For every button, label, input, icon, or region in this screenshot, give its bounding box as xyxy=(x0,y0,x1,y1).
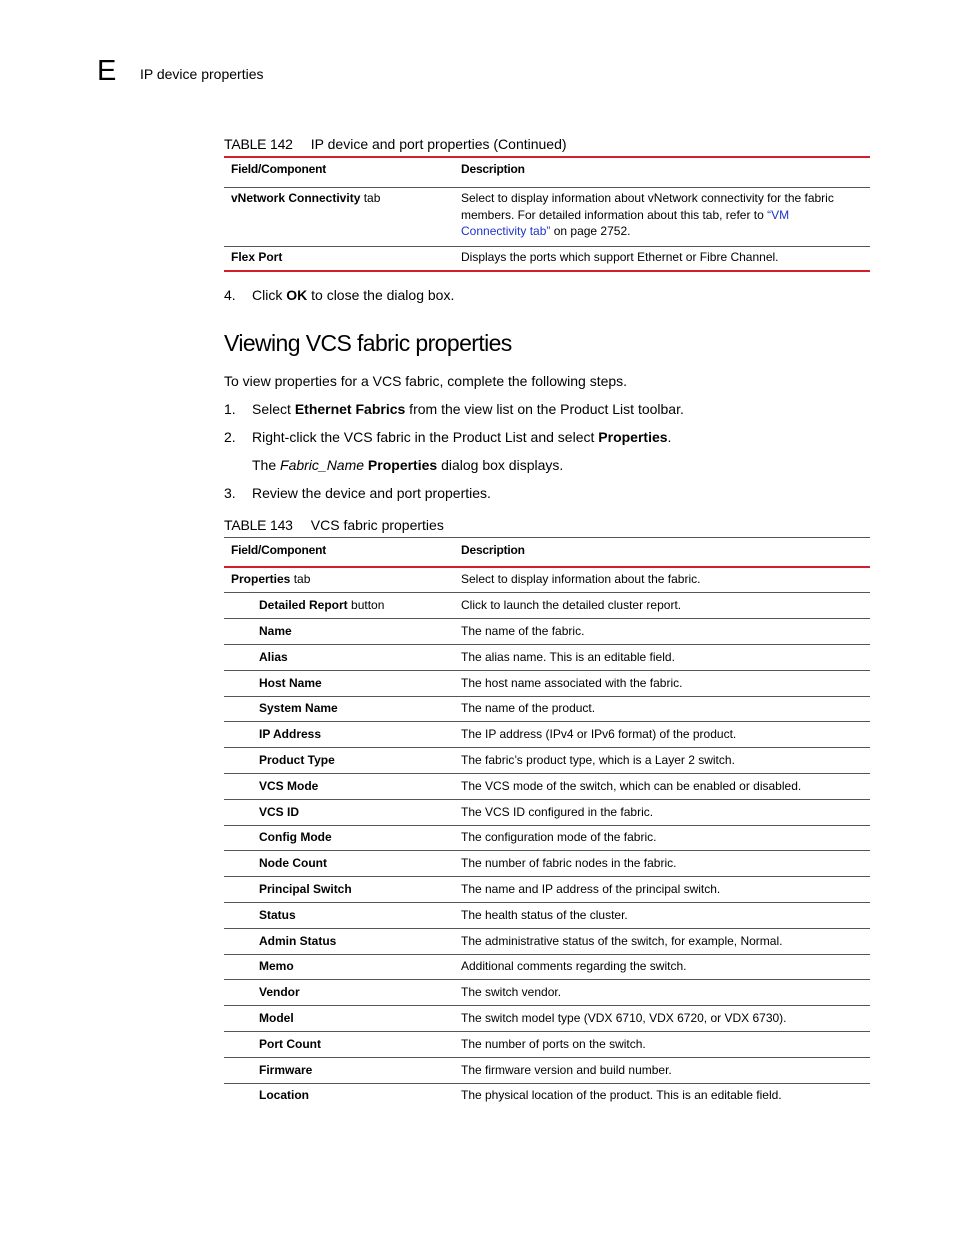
row-field: VCS Mode xyxy=(259,778,319,793)
row-description: Select to display information about the fabric. xyxy=(461,572,701,586)
row-divider xyxy=(224,799,870,800)
row-divider xyxy=(224,644,870,645)
row-description: The administrative status of the switch, for example, Normal. xyxy=(461,933,783,948)
row-divider xyxy=(224,773,870,774)
row-field: Location xyxy=(259,1088,309,1103)
step-2-note: The Fabric_Name Properties dialog box displays. xyxy=(252,457,564,473)
row-description: The host name associated with the fabric. xyxy=(461,675,683,690)
step-2: 2. Right-click the VCS fabric in the Product List and select Properties. xyxy=(224,429,672,445)
row-divider xyxy=(224,928,870,929)
row-description: The alias name. This is an editable field. xyxy=(461,649,675,664)
row-divider xyxy=(224,979,870,980)
row-field: Properties tab xyxy=(231,572,311,586)
column-header: Field/Component xyxy=(231,543,326,557)
table-title: VCS fabric properties xyxy=(310,517,444,533)
row-divider xyxy=(224,902,870,903)
row-description: Displays the ports which support Ethernet or Fibre Channel. xyxy=(461,250,779,264)
row-divider xyxy=(224,670,870,671)
row-field: Port Count xyxy=(259,1036,321,1051)
row-description: The physical location of the product. This is an editable field. xyxy=(461,1088,782,1103)
row-field: Vendor xyxy=(259,985,300,1000)
vm-connectivity-link[interactable]: “VM xyxy=(767,207,790,222)
row-description: The name of the fabric. xyxy=(461,624,585,638)
table-title: IP device and port properties (Continued) xyxy=(310,136,567,152)
column-header: Description xyxy=(461,543,525,557)
column-header: Field/Component xyxy=(231,162,326,176)
row-divider xyxy=(224,876,870,877)
table-142 xyxy=(224,156,870,274)
row-field: Host Name xyxy=(259,675,322,690)
row-description: The fabric’s product type, which is a Layer 2 switch. xyxy=(461,753,735,767)
section-heading: Viewing VCS fabric properties xyxy=(224,330,512,356)
row-divider xyxy=(224,696,870,697)
step-1: 1. Select Ethernet Fabrics from the view list on the Product List toolbar. xyxy=(224,401,684,417)
running-header: IP device properties xyxy=(140,66,264,82)
row-description: The switch model type (VDX 6710, VDX 6720, or VDX 6730). xyxy=(461,1011,787,1025)
row-field: Detailed Report button xyxy=(259,598,385,612)
table-143 xyxy=(224,537,870,1107)
row-divider xyxy=(224,1031,870,1032)
row-field: System Name xyxy=(259,701,338,716)
chapter-letter: E xyxy=(97,55,117,87)
row-field: Memo xyxy=(259,959,294,974)
row-description: Additional comments regarding the switch. xyxy=(461,959,687,974)
row-description: Click to launch the detailed cluster report. xyxy=(461,598,682,612)
row-field: Admin Status xyxy=(259,933,337,948)
row-divider xyxy=(224,850,870,851)
row-description: The name of the product. xyxy=(461,701,596,716)
row-description: The VCS mode of the switch, which can be enabled or disabled. xyxy=(461,778,802,793)
row-description: The VCS ID configured in the fabric. xyxy=(461,804,654,819)
row-divider xyxy=(224,747,870,748)
row-divider xyxy=(224,721,870,722)
row-divider xyxy=(224,1083,870,1084)
column-header: Description xyxy=(461,162,525,176)
table-label: TABLE 142 xyxy=(224,136,293,152)
row-field: Flex Port xyxy=(231,250,283,264)
row-description: The firmware version and build number. xyxy=(461,1062,672,1077)
row-field: Config Mode xyxy=(259,830,332,845)
row-field: Alias xyxy=(259,649,288,664)
row-description: The configuration mode of the fabric. xyxy=(461,830,657,845)
row-field: vNetwork Connectivity tab xyxy=(231,191,381,205)
table-label: TABLE 143 xyxy=(224,517,293,533)
row-field: Model xyxy=(259,1011,294,1025)
row-field: Principal Switch xyxy=(259,882,352,896)
row-field: Status xyxy=(259,907,296,922)
row-field: VCS ID xyxy=(259,804,300,819)
row-divider xyxy=(224,954,870,955)
step-4: 4. Click OK to close the dialog box. xyxy=(224,287,455,303)
row-divider xyxy=(224,825,870,826)
row-field: Name xyxy=(259,624,292,638)
row-divider xyxy=(224,1057,870,1058)
table-143-caption xyxy=(224,517,444,533)
row-description: The IP address (IPv4 or IPv6 format) of the product. xyxy=(461,727,737,742)
intro-text: To view properties for a VCS fabric, complete the following steps. xyxy=(224,373,628,389)
row-description: The number of ports on the switch. xyxy=(461,1036,646,1051)
row-divider xyxy=(224,1005,870,1006)
row-field: IP Address xyxy=(259,727,322,742)
row-description: Select to display information about vNetwork connectivity for the fabric members. For detailed information about this tab, refer to “VM Connectivity tab” on page 2752. xyxy=(461,191,834,238)
vm-connectivity-link[interactable]: Connectivity tab” xyxy=(461,224,551,238)
row-field: Product Type xyxy=(259,753,335,767)
step-3: 3. Review the device and port properties. xyxy=(224,485,491,501)
table-142-caption xyxy=(224,136,567,152)
row-description: The health status of the cluster. xyxy=(461,907,628,922)
row-description: The switch vendor. xyxy=(461,985,562,1000)
row-description: The number of fabric nodes in the fabric. xyxy=(461,856,677,871)
row-field: Node Count xyxy=(259,856,327,871)
row-field: Firmware xyxy=(259,1062,313,1077)
row-description: The name and IP address of the principal switch. xyxy=(461,882,721,896)
